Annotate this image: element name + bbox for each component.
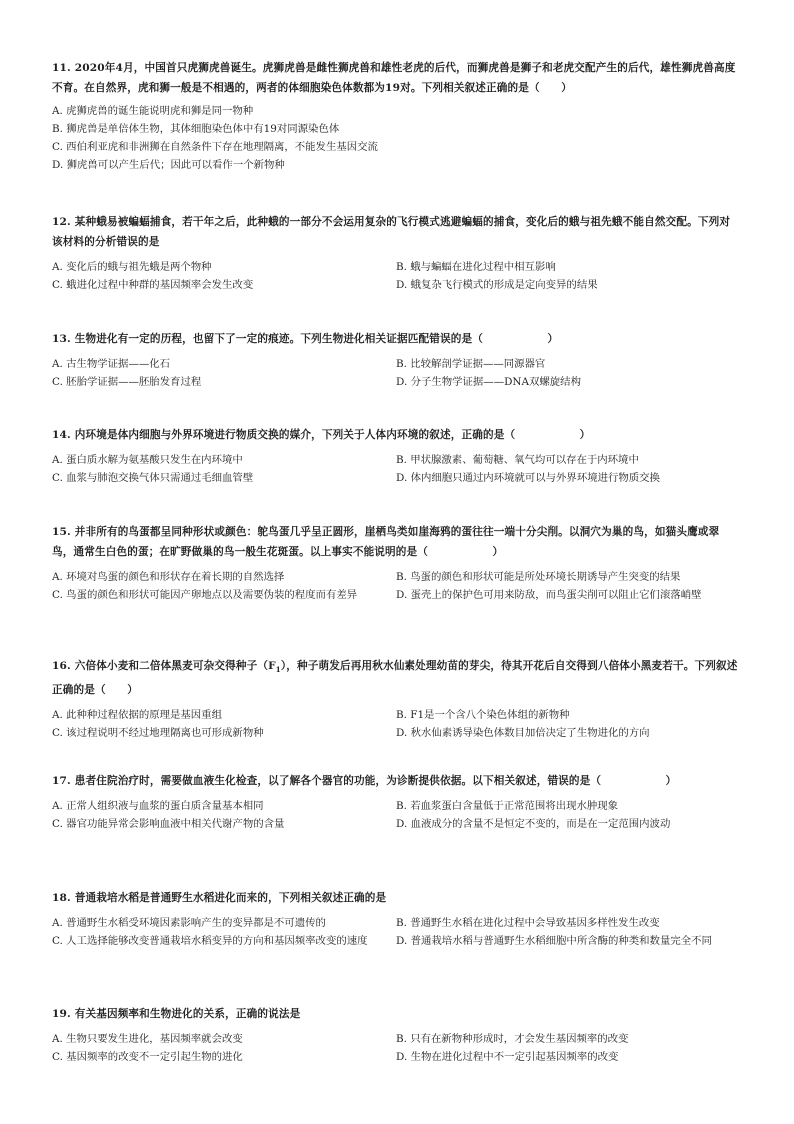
- question-16: [52, 656, 740, 742]
- option-a: A. 变化后的蛾与祖先蛾是两个物种: [52, 261, 212, 273]
- option-grid: [52, 1030, 740, 1066]
- question-stem: 14. 内环境是体内细胞与外界环境进行物质交换的媒介，下列关于人体内环境的叙述，正确的是（ ）: [52, 429, 591, 441]
- subscript: 1: [275, 665, 281, 675]
- stem-text-end: ），种子萌发后再用秋水仙素处理幼苗的芽尖，待其开花后自交得到八倍体小黑麦若干。下列叙述正确的是（ ）: [52, 660, 738, 697]
- question-stem: 13. 生物进化有一定的历程，也留下了一定的痕迹。下列生物进化相关证据匹配错误的是（ ）: [52, 333, 559, 345]
- option-a: A. 此种种过程依据的原理是基因重组: [52, 709, 222, 722]
- question-stem: 12. 某种蛾易被蝙蝠捕食，若干年之后，此种蛾的一部分不会运用复杂的飞行模式逃避蝙蝠的捕食，变化后的蛾与祖先蛾不能自然交配。下列对该材料的分析错误的是: [52, 216, 731, 248]
- option-d: D. 狮虎兽可以产生后代；因此可以看作一个新物种: [52, 159, 285, 171]
- question-stem: 18. 普通栽培水稻是普通野生水稻进化而来的，下列相关叙述正确的是: [52, 892, 387, 904]
- option-c: C. 人工选择能够改变普通栽培水稻变异的方向和基因频率改变的速度: [52, 935, 368, 947]
- option-a: A. 蛋白质水解为氨基酸只发生在内环境中: [52, 454, 243, 466]
- option-c: C. 该过程说明不经过地理隔离也可形成新物种: [52, 727, 264, 740]
- question-stem: [52, 656, 740, 700]
- option-d: D. 生物在进化过程中不一定引起基因频率的改变: [396, 1051, 619, 1063]
- option-grid: [52, 355, 740, 391]
- option-grid: [52, 706, 740, 742]
- option-grid: [52, 258, 740, 294]
- option-b: B. 狮虎兽是单倍体生物，其体细胞染色体中有19对同源染色体: [52, 123, 340, 135]
- question-14: [52, 425, 740, 487]
- option-b: B. 比较解剖学证据——同源器官: [396, 358, 546, 370]
- option-d: D. 体内细胞只通过内环境就可以与外界环境进行物质交换: [396, 472, 660, 484]
- option-a: A. 普通野生水稻受环境因素影响产生的变异都是不可遗传的: [52, 917, 326, 929]
- option-b: B. 鸟蛋的颜色和形状可能是所处环境长期诱导产生突变的结果: [396, 571, 681, 583]
- question-stem: 11. 2020年4月，中国首只虎狮虎兽诞生。虎狮虎兽是雌性狮虎兽和雄性老虎的后代，而狮虎兽是狮子和老虎交配产生的后代，雄性狮虎兽高度不育。在自然界，虎和狮一般是不相遇的，两者的体细胞染色体数都为19对。下列相关叙述正确的是（ ）: [52, 62, 736, 94]
- question-stem: 17. 患者住院治疗时，需要做血液生化检查，以了解各个器官的功能，为诊断提供依据。以下相关叙述，错误的是（ ）: [52, 775, 677, 787]
- question-15: [52, 522, 740, 604]
- option-grid: [52, 797, 740, 833]
- option-a: A. 古生物学证据——化石: [52, 358, 171, 370]
- option-d: D. 血液成分的含量不是恒定不变的，而是在一定范围内波动: [396, 818, 671, 830]
- question-17: [52, 771, 740, 833]
- option-d: D. 普通栽培水稻与普通野生水稻细胞中所含酶的种类和数量完全不同: [396, 935, 712, 947]
- option-b: B. 只有在新物种形成时，才会发生基因频率的改变: [396, 1033, 629, 1045]
- question-19: [52, 1004, 740, 1066]
- option-c: C. 血浆与肺泡交换气体只需通过毛细血管壁: [52, 472, 254, 484]
- stem-text-start: 16. 六倍体小麦和二倍体黑麦可杂交得种子（F: [52, 660, 276, 672]
- option-c: C. 蛾进化过程中种群的基因频率会发生改变: [52, 279, 254, 291]
- option-c: C. 西伯利亚虎和非洲狮在自然条件下存在地理隔离，不能发生基因交流: [52, 141, 378, 153]
- question-11: [52, 58, 740, 174]
- option-a: A. 生物只要发生进化，基因频率就会改变: [52, 1033, 243, 1045]
- option-b: B. 蛾与蝙蝠在进化过程中相互影响: [396, 261, 556, 273]
- option-grid: [52, 451, 740, 487]
- option-a: A. 正常人组织液与血浆的蛋白质含量基本相同: [52, 800, 264, 812]
- option-grid: [52, 914, 740, 950]
- option-c: C. 器官功能异常会影响血液中相关代谢产物的含量: [52, 818, 285, 830]
- option-d: D. 分子生物学证据——DNA双螺旋结构: [396, 376, 581, 388]
- question-stem: 19. 有关基因频率和生物进化的关系，正确的说法是: [52, 1008, 301, 1020]
- option-b: B. 普通野生水稻在进化过程中会导致基因多样性发生改变: [396, 917, 660, 929]
- option-c: C. 胚胎学证据——胚胎发育过程: [52, 376, 202, 388]
- option-a: A. 环境对鸟蛋的颜色和形状存在着长期的自然选择: [52, 571, 285, 583]
- question-12: [52, 212, 740, 294]
- option-d: D. 蛾复杂飞行模式的形成是定向变异的结果: [396, 279, 598, 291]
- option-a: A. 虎狮虎兽的诞生能说明虎和狮是同一物种: [52, 105, 254, 117]
- option-b: B. 甲状腺激素、葡萄糖、氧气均可以存在于内环境中: [396, 454, 639, 466]
- question-13: [52, 329, 740, 391]
- option-b: B. F1是一个含八个染色体组的新物种: [396, 709, 570, 722]
- option-grid: [52, 568, 740, 604]
- option-list: [52, 102, 740, 174]
- option-c: C. 鸟蛋的颜色和形状可能因产卵地点以及需要伪装的程度而有差异: [52, 589, 358, 601]
- option-b: B. 若血浆蛋白含量低于正常范围将出现水肿现象: [396, 800, 619, 812]
- option-c: C. 基因频率的改变不一定引起生物的进化: [52, 1051, 243, 1063]
- question-stem: 15. 并非所有的鸟蛋都呈同种形状或颜色：鸵鸟蛋几乎呈正圆形，崖栖鸟类如崖海鸦的蛋往往一端十分尖削。以洞穴为巢的鸟，如猫头鹰或翠鸟，通常生白色的蛋；在旷野做巢的鸟一般生花斑蛋。以上事实不能说明的是（ ）: [52, 526, 720, 558]
- question-18: [52, 888, 740, 950]
- option-d: D. 秋水仙素诱导染色体数目加倍决定了生物进化的方向: [396, 727, 650, 740]
- option-d: D. 蛋壳上的保护色可用来防敌，而鸟蛋尖削可以阻止它们滚落峭壁: [396, 589, 702, 601]
